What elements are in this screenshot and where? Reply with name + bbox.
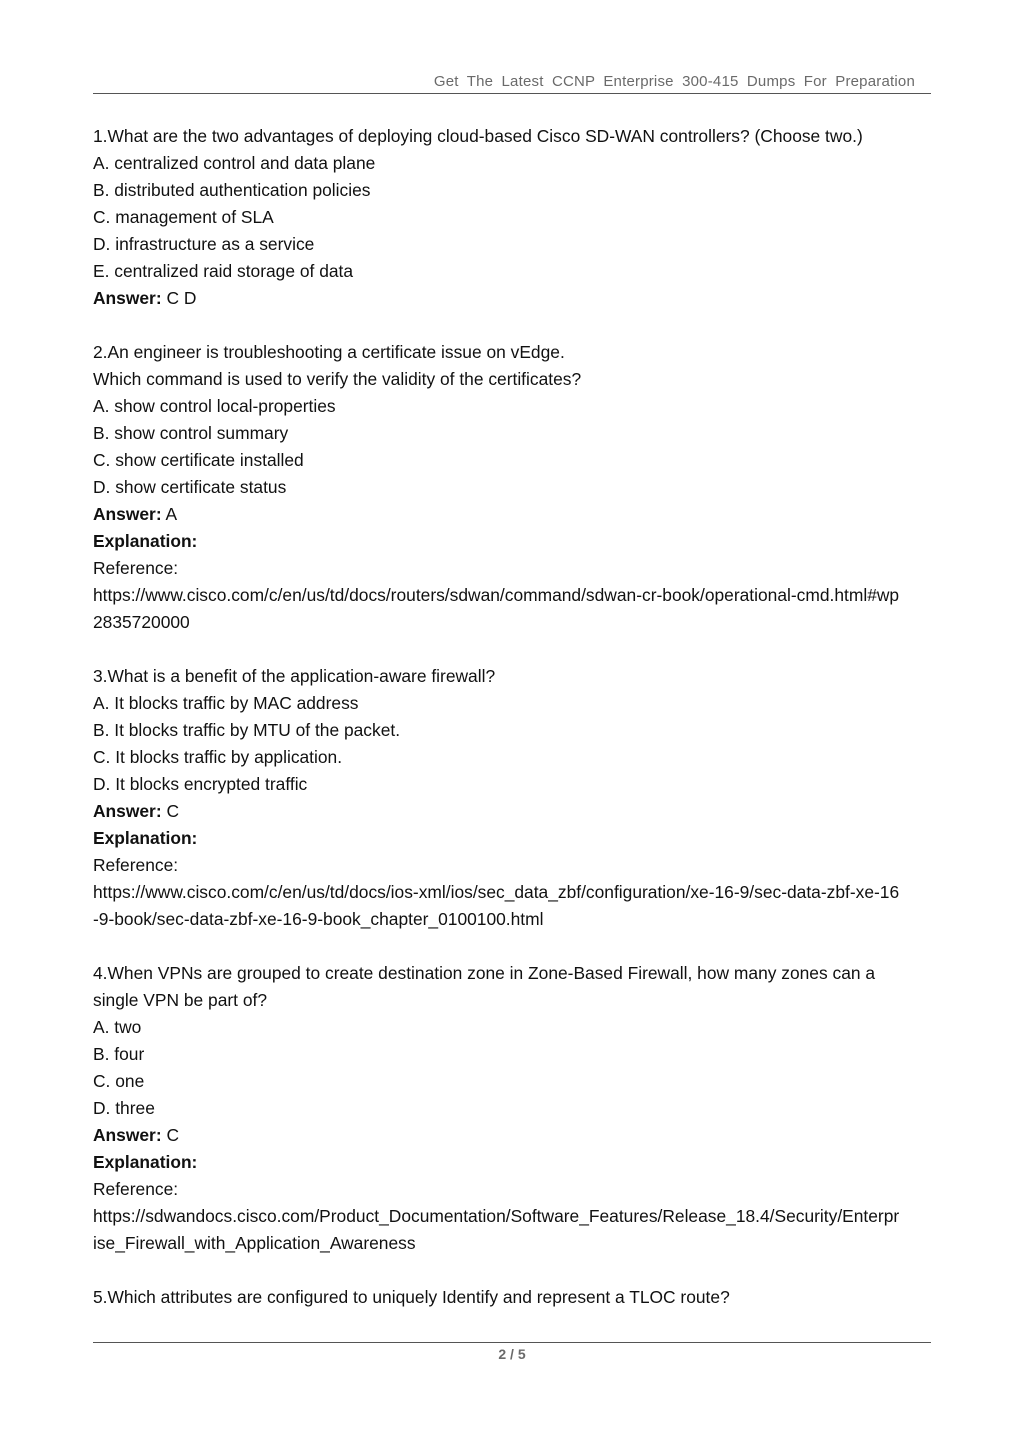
spacer <box>93 636 933 663</box>
reference-link[interactable]: https://www.cisco.com/c/en/us/td/docs/ios-xml/ios/sec_data_zbf/configuration/xe-16-9/sec-data-zbf-xe-16 <box>93 882 900 902</box>
reference-label: Reference: <box>93 855 179 875</box>
option-d: D. three <box>93 1098 155 1118</box>
page-content <box>93 123 933 1311</box>
explanation-label: Explanation: <box>93 1152 198 1172</box>
option-c: C. show certificate installed <box>93 450 304 470</box>
option-d: D. It blocks encrypted traffic <box>93 774 308 794</box>
answer-label: Answer: <box>93 1125 162 1145</box>
answer-line <box>93 798 933 825</box>
option-b: B. show control summary <box>93 423 289 443</box>
reference-label: Reference: <box>93 1179 179 1199</box>
option-d: D. infrastructure as a service <box>93 234 315 254</box>
option-e: E. centralized raid storage of data <box>93 261 354 281</box>
question-text: 2.An engineer is troubleshooting a certificate issue on vEdge. <box>93 342 565 362</box>
question-1 <box>93 123 933 312</box>
spacer <box>93 933 933 960</box>
answer-line <box>93 1122 933 1149</box>
question-text: 5.Which attributes are configured to uniquely Identify and represent a TLOC route? <box>93 1287 730 1307</box>
question-3 <box>93 663 933 933</box>
question-text: single VPN be part of? <box>93 990 268 1010</box>
option-c: C. one <box>93 1071 145 1091</box>
question-text: Which command is used to verify the validity of the certificates? <box>93 369 582 389</box>
explanation-label: Explanation: <box>93 828 198 848</box>
reference-link[interactable]: -9-book/sec-data-zbf-xe-16-9-book_chapter_0100100.html <box>93 909 544 929</box>
option-d: D. show certificate status <box>93 477 287 497</box>
spacer <box>93 312 933 339</box>
answer-label: Answer: <box>93 288 162 308</box>
option-a: A. two <box>93 1017 142 1037</box>
footer-divider <box>93 1342 931 1343</box>
question-text: 1.What are the two advantages of deploying cloud-based Cisco SD-WAN controllers? (Choose two.) <box>93 126 863 146</box>
reference-label: Reference: <box>93 558 179 578</box>
question-text: 4.When VPNs are grouped to create destination zone in Zone-Based Firewall, how many zones can a <box>93 963 876 983</box>
question-2 <box>93 339 933 636</box>
spacer <box>93 1257 933 1284</box>
option-c: C. management of SLA <box>93 207 274 227</box>
answer-value: A <box>165 504 178 524</box>
answer-value: C D <box>166 288 197 308</box>
reference-link[interactable]: 2835720000 <box>93 612 190 632</box>
answer-label: Answer: <box>93 504 162 524</box>
option-a: A. centralized control and data plane <box>93 153 376 173</box>
answer-line <box>93 285 933 312</box>
page-number: 2 / 5 <box>498 1346 526 1362</box>
header-title: Get The Latest CCNP Enterprise 300-415 Dumps For Preparation <box>433 73 915 90</box>
option-a: A. show control local-properties <box>93 396 336 416</box>
option-b: B. four <box>93 1044 145 1064</box>
page-header <box>93 73 931 94</box>
question-text: 3.What is a benefit of the application-aware firewall? <box>93 666 496 686</box>
option-b: B. distributed authentication policies <box>93 180 371 200</box>
option-a: A. It blocks traffic by MAC address <box>93 693 359 713</box>
option-b: B. It blocks traffic by MTU of the packet. <box>93 720 401 740</box>
option-c: C. It blocks traffic by application. <box>93 747 343 767</box>
reference-link[interactable]: https://www.cisco.com/c/en/us/td/docs/routers/sdwan/command/sdwan-cr-book/operational-cmd.html#wp <box>93 585 900 605</box>
answer-line <box>93 501 933 528</box>
reference-link[interactable]: ise_Firewall_with_Application_Awareness <box>93 1233 416 1253</box>
question-5 <box>93 1284 933 1311</box>
explanation-label: Explanation: <box>93 531 198 551</box>
answer-value: C <box>166 801 180 821</box>
answer-value: C <box>166 1125 180 1145</box>
answer-label: Answer: <box>93 801 162 821</box>
reference-link[interactable]: https://sdwandocs.cisco.com/Product_Documentation/Software_Features/Release_18.4/Security/Enterpr <box>93 1206 900 1226</box>
question-4 <box>93 960 933 1257</box>
